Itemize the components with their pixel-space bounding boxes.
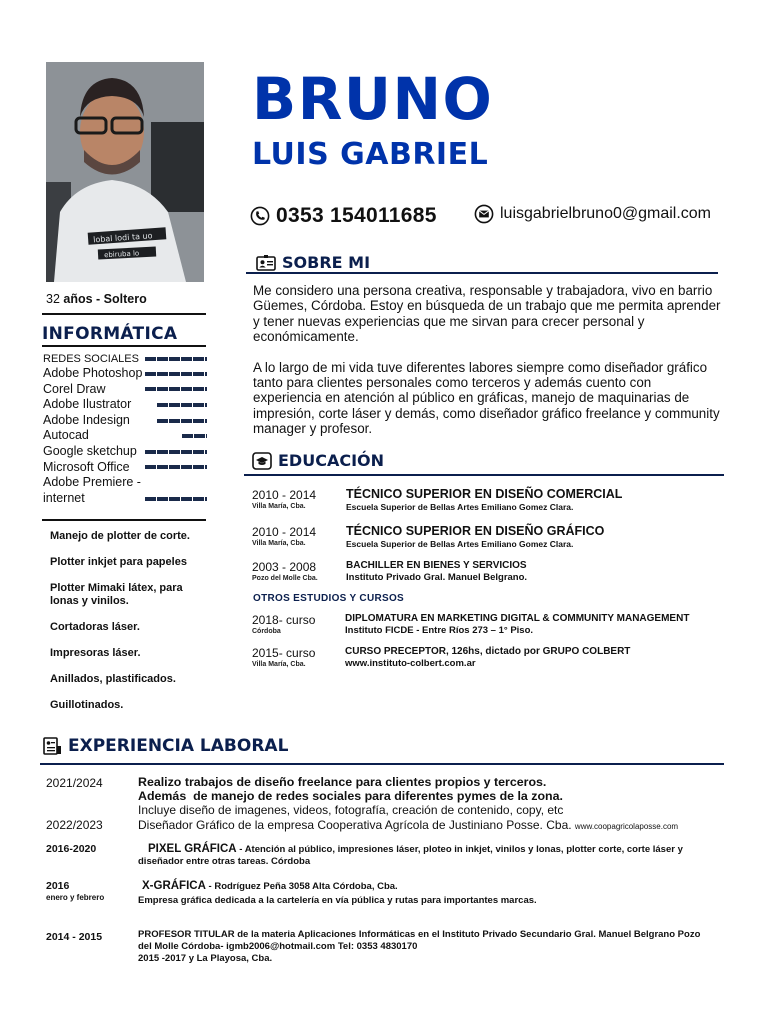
exp-years: 2021/2024 [46, 776, 103, 790]
exp-text: PROFESOR TITULAR de la materia Aplicaciones Informáticas en el Instituto Privado Secundario Gral. Manuel Belgrano Pozo del Molle Córdoba- igmb2006@hotmail.com Tel: 0353 4830170 [138, 929, 701, 952]
exp-years: 2022/2023 [46, 818, 103, 832]
profile-photo [46, 62, 204, 282]
edu-years: 2010 - 2014 [252, 488, 317, 502]
exp-description [138, 880, 718, 907]
skill-row [43, 428, 207, 444]
exp-line: 2015 -2017 y La Playosa, Cba. [138, 953, 273, 964]
exp-description [138, 775, 563, 817]
skill-row [43, 460, 207, 476]
edu-place: Villa María, Cba. [252, 503, 306, 510]
skill-label: Adobe Ilustrator [43, 397, 132, 412]
skill-level-bar [145, 357, 207, 361]
educacion-rule [244, 474, 724, 476]
course-place: Villa María, Cba. [252, 661, 306, 668]
exp-url[interactable]: www.coopagricolaposse.com [574, 822, 679, 831]
sobre-mi-paragraph-2: A lo largo de mi vida tuve diferentes labores siempre como diseñador gráfico tanto para clientes personales como terceros y además cuento con experiencia en atención al público en gráficas, manejo de maquinarias de impresión, corte láser y demás, como diseñador gráfico freelance y community manager y profesor. [253, 359, 720, 437]
experiencia-title: EXPERIENCIA LABORAL [68, 736, 289, 756]
exp-company: X-GRÁFICA [142, 880, 206, 892]
exp-text: - Rodríguez Peña 3058 Alta Córdoba, Cba. [205, 881, 398, 892]
skill-label: Adobe Photoshop [43, 366, 143, 380]
skill-label: Corel Draw [43, 381, 106, 396]
experiencia-rule [40, 763, 724, 765]
skill-level-bar [145, 497, 207, 501]
tool-item: Manejo de plotter de corte. [50, 530, 190, 542]
exp-line: Incluye diseño de imagenes, videos, fotografía, creación de contenido, copy, etc [138, 803, 564, 817]
skill-row [43, 444, 207, 460]
course-title: DIPLOMATURA EN MARKETING DIGITAL & COMMUNITY MANAGEMENT [345, 613, 690, 624]
age-number: 32 [46, 292, 60, 306]
exp-text: Diseñador Gráfico de la empresa Cooperativa Agrícola de Justiniano Posse. Cba. [138, 818, 572, 832]
edu-title: BACHILLER EN BIENES Y SERVICIOS [346, 560, 527, 571]
skill-label: internet [43, 490, 85, 505]
edu-school: Escuela Superior de Bellas Artes Emiliano Gomez Clara. [346, 502, 574, 512]
edu-place: Villa María, Cba. [252, 540, 306, 547]
exp-company: PIXEL GRÁFICA [148, 843, 237, 855]
exp-years-sub: enero y febrero [46, 893, 105, 902]
left-divider-1 [42, 313, 206, 315]
id-card-icon [256, 254, 276, 272]
email-contact [474, 204, 711, 224]
exp-line-b: de manejo de redes sociales para diferentes pymes de la zona. [193, 789, 563, 803]
edu-years: 2010 - 2014 [252, 525, 317, 539]
exp-description [138, 929, 708, 965]
edu-school: Instituto Privado Gral. Manuel Belgrano. [346, 572, 528, 583]
skill-level-bar [157, 419, 207, 423]
skill-label: Autocad [43, 428, 89, 443]
email-address[interactable]: luisgabrielbruno0@gmail.com [500, 205, 712, 222]
skill-level-bar [145, 372, 207, 376]
skill-level-bar [145, 450, 207, 454]
graduation-cap-icon [252, 452, 272, 470]
age-text: años - Soltero [59, 292, 147, 306]
exp-line [138, 789, 563, 803]
exp-line-a: Además [138, 789, 187, 803]
tool-item: Guillotinados. [50, 699, 124, 711]
otros-estudios-title: OTROS ESTUDIOS Y CURSOS [253, 593, 405, 604]
skill-label: Microsoft Office [43, 459, 130, 474]
skill-row [43, 366, 207, 382]
course-title: CURSO PRECEPTOR, 126hs, dictado por GRUPO COLBERT [345, 646, 631, 657]
sobre-mi-paragraph-1: Me considero una persona creativa, responsable y trabajadora, vivo en barrio Güemes, Córdoba. Estoy en búsqueda de un trabajo que me permita aprender y tener nuevas experiencias que me sirvan para crecer personal y económicamente. [253, 283, 721, 345]
experiencia-heading [42, 736, 288, 756]
left-divider-3 [42, 519, 206, 521]
tool-item: Anillados, plastificados. [50, 673, 176, 685]
exp-years-main: 2016 [46, 880, 70, 892]
exp-years: 2014 - 2015 [46, 931, 103, 943]
edu-place: Pozo del Molle Cba. [252, 575, 318, 582]
skills-list [43, 352, 207, 506]
exp-years: 2016-2020 [46, 843, 97, 855]
educacion-heading [252, 451, 384, 470]
skill-label: REDES SOCIALES [43, 353, 139, 365]
phone-number[interactable]: 0353 154011685 [276, 204, 437, 227]
exp-years [46, 880, 104, 902]
course-years: 2018- curso [252, 613, 316, 627]
skill-row [43, 382, 207, 398]
tools-list [50, 530, 210, 725]
email-icon [474, 204, 494, 224]
skill-label: Adobe Premiere - [43, 475, 141, 490]
course-school: Instituto FICDE - Entre Ríos 273 – 1° Piso. [345, 625, 534, 636]
course-years: 2015- curso [252, 646, 316, 660]
exp-text: - Atención al público, impresiones láser, ploteo in inkjet, vinilos y lonas, plotter corte, corte láser y diseñador entre otras tareas. Córdoba [138, 844, 683, 867]
sobre-mi-title: SOBRE MI [282, 253, 371, 272]
phone-icon [250, 206, 270, 226]
tool-item: Plotter Mimaki látex, para lonas y vinilos. [50, 582, 183, 607]
course-url[interactable]: www.instituto-colbert.com.ar [345, 658, 476, 669]
tool-item: Impresoras láser. [50, 647, 141, 659]
age-status [46, 292, 147, 306]
exp-description [138, 818, 678, 834]
rest-name: LUIS GABRIEL [252, 137, 489, 172]
exp-line: Realizo trabajos de diseño freelance para clientes propios y terceros. [138, 775, 547, 789]
left-divider-2 [42, 345, 206, 347]
first-name: BRUNO [252, 65, 494, 133]
skill-label: Adobe Indesign [43, 412, 130, 427]
exp-description [138, 843, 718, 868]
skill-level-bar [157, 403, 207, 407]
resume-icon [42, 737, 62, 755]
educacion-title: EDUCACIÓN [278, 451, 385, 470]
tool-item: Cortadoras láser. [50, 621, 140, 633]
skill-label: Google sketchup [43, 443, 137, 458]
phone-contact [250, 204, 437, 228]
edu-years: 2003 - 2008 [252, 560, 317, 574]
exp-line: Empresa gráfica dedicada a la cartelería en vía pública y rutas para importantes marcas. [138, 895, 537, 906]
skill-level-bar [145, 387, 207, 391]
edu-school: Escuela Superior de Bellas Artes Emiliano Gomez Clara. [346, 539, 574, 549]
skill-row [43, 397, 207, 413]
skill-row [43, 491, 207, 507]
skill-level-bar [182, 434, 207, 438]
sobre-mi-rule [246, 272, 718, 274]
sobre-mi-body [253, 283, 723, 452]
edu-title: TÉCNICO SUPERIOR EN DISEÑO GRÁFICO [346, 524, 605, 538]
informatica-title: INFORMÁTICA [42, 324, 178, 344]
course-place: Córdoba [252, 628, 281, 635]
edu-title: TÉCNICO SUPERIOR EN DISEÑO COMERCIAL [346, 487, 623, 501]
shirt-print-text-2: ebiruba lo [103, 249, 140, 260]
skill-row [43, 475, 207, 491]
skill-row [43, 413, 207, 429]
tool-item: Plotter inkjet para papeles [50, 556, 187, 568]
shirt-print-text: lobal lodi ta uo [92, 231, 153, 245]
sobre-mi-heading [256, 253, 370, 272]
skill-level-bar [145, 465, 207, 469]
skill-row [43, 352, 207, 366]
